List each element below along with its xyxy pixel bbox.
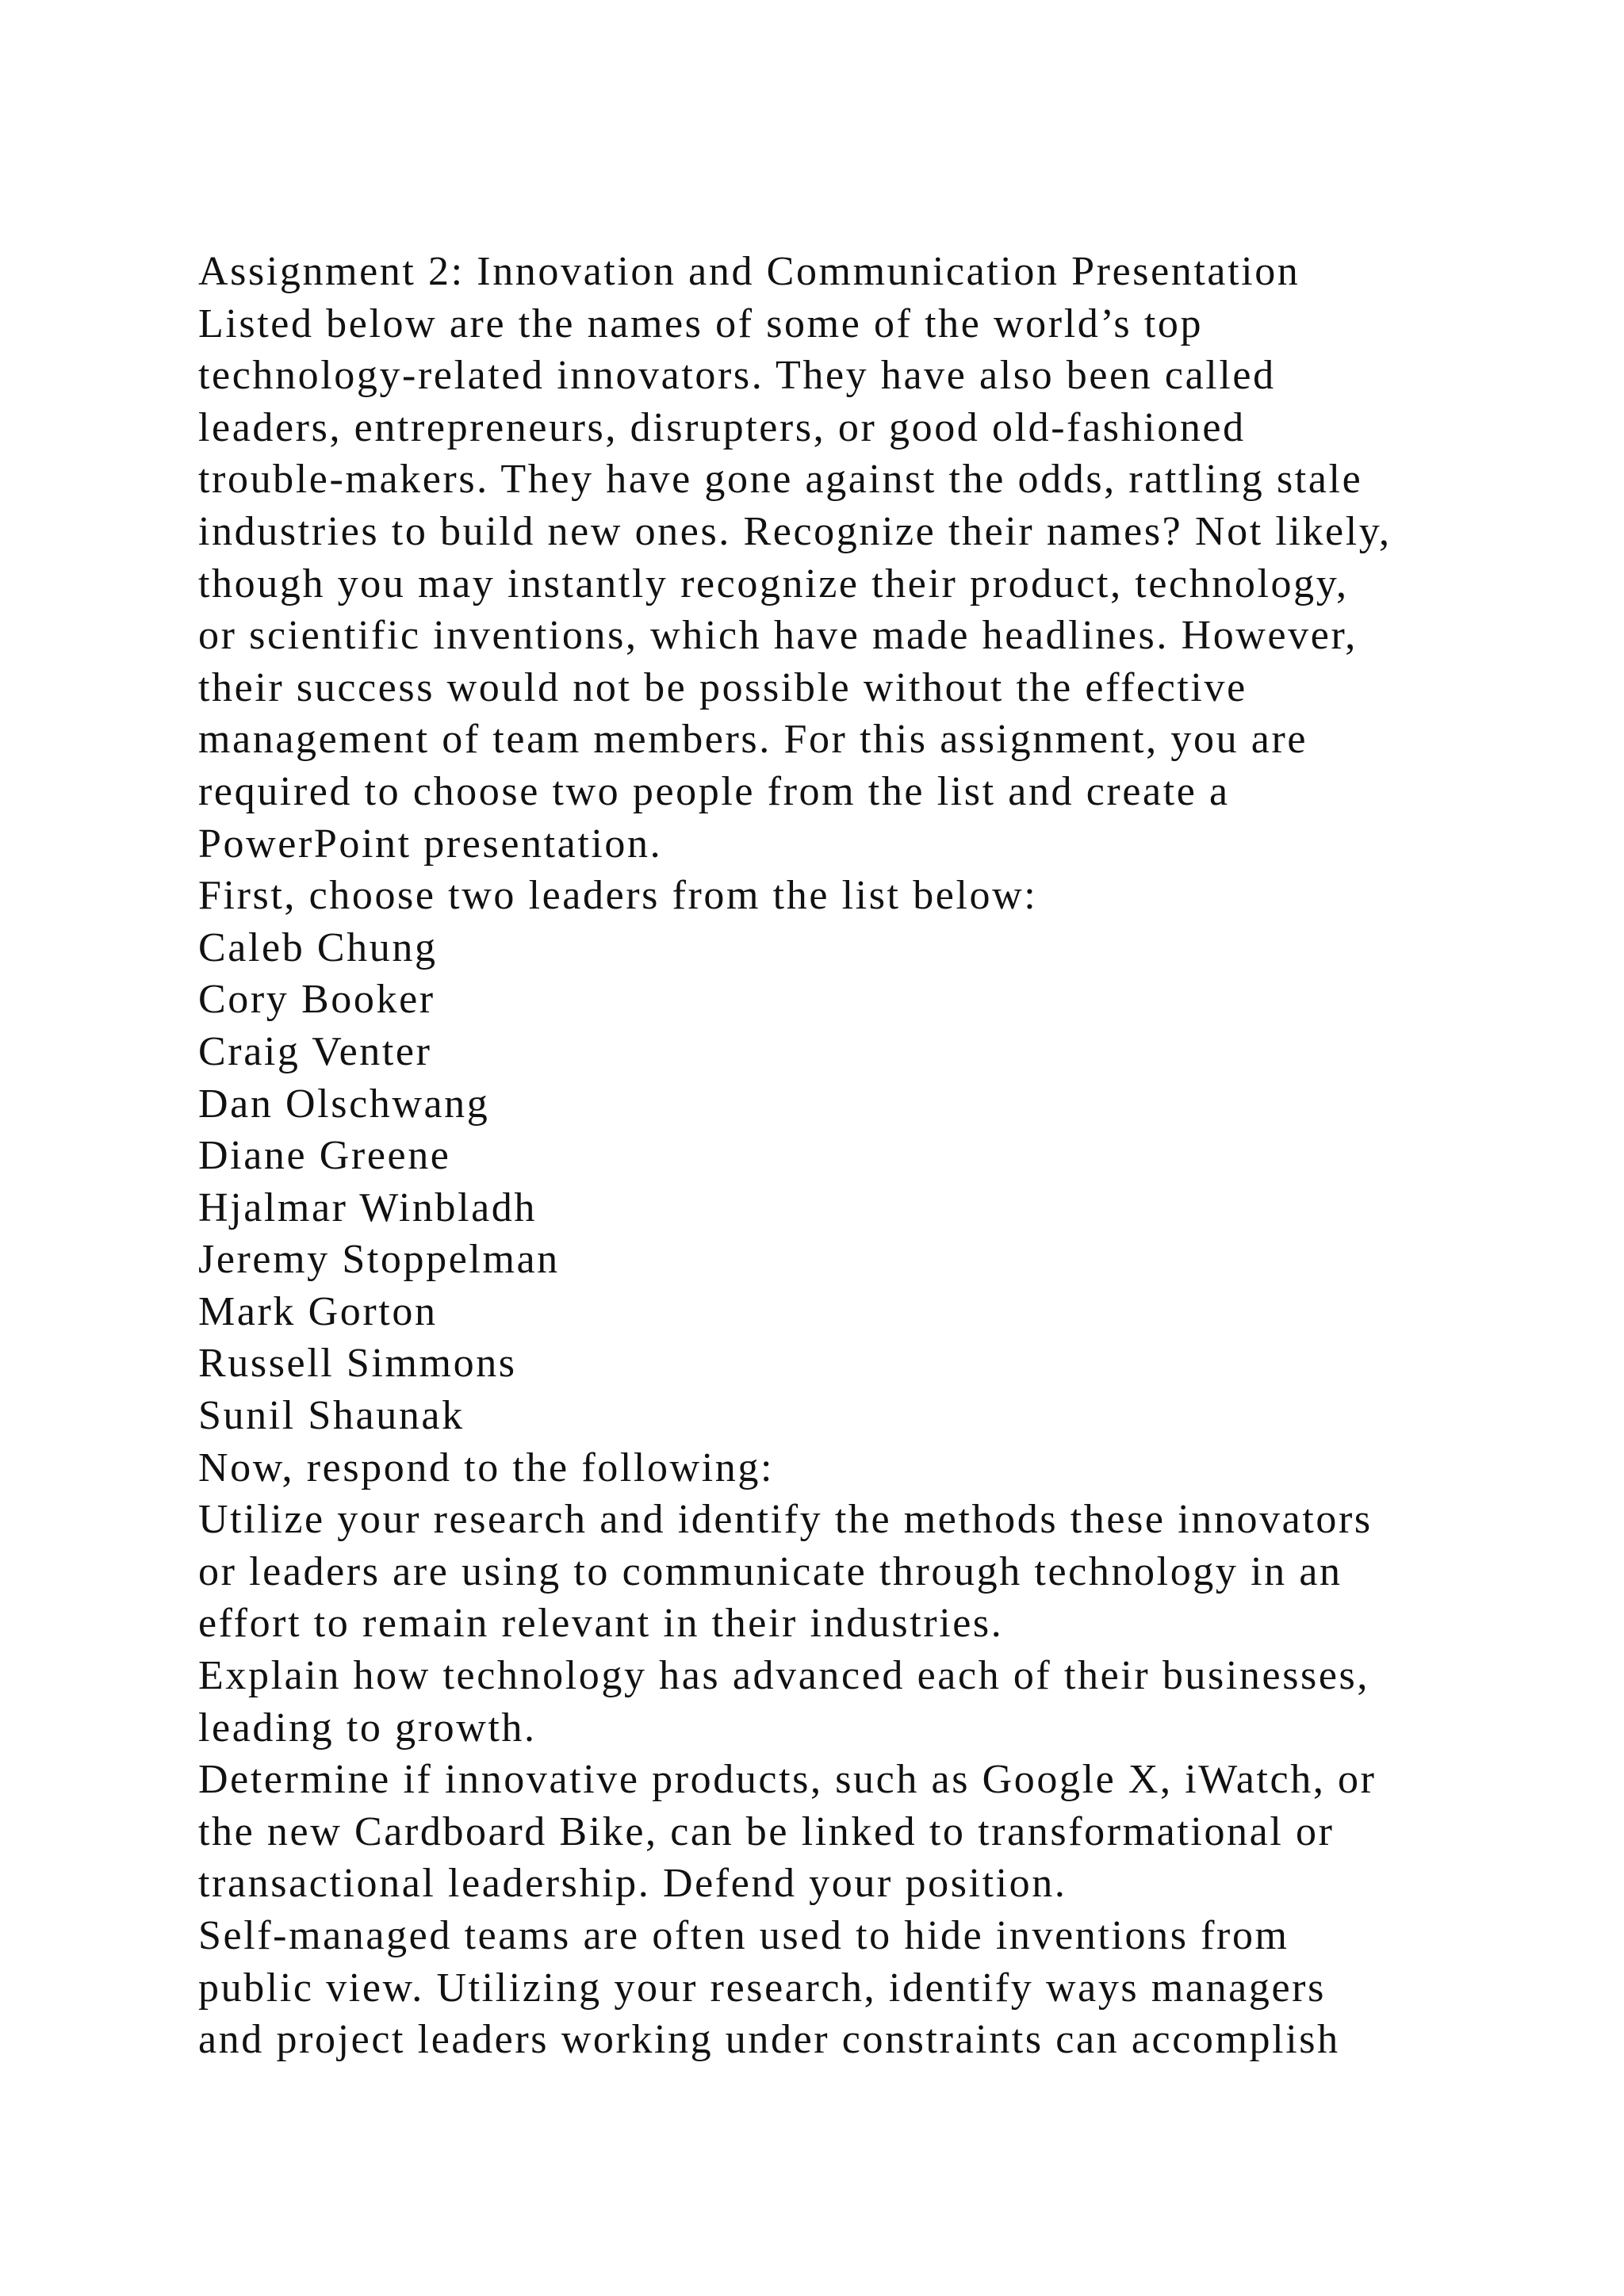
leader-name: Dan Olschwang (198, 1081, 490, 1127)
leader-name: Jeremy Stoppelman (198, 1237, 560, 1283)
leader-name: Hjalmar Winbladh (198, 1184, 538, 1230)
text-line: leading to growth. (198, 1705, 537, 1751)
text-line: transactional leadership. Defend your position. (198, 1861, 1067, 1907)
text-line: technology-related innovators. They have also been called (198, 353, 1276, 399)
text-line: though you may instantly recognize their product, technology, (198, 561, 1349, 607)
text-line: Explain how technology has advanced each of their businesses, (198, 1653, 1369, 1699)
text-line: and project leaders working under constraints can accomplish (198, 2017, 1340, 2063)
document-body (198, 246, 1546, 2066)
text-line: industries to build new ones. Recognize their names? Not likely, (198, 508, 1392, 554)
text-line: or leaders are using to communicate through technology in an (198, 1548, 1342, 1594)
text-line: the new Cardboard Bike, can be linked to transformational or (198, 1808, 1335, 1854)
leader-name: Sunil Shaunak (198, 1393, 465, 1439)
text-line: required to choose two people from the list and create a (198, 768, 1230, 814)
list-intro: First, choose two leaders from the list below: (198, 873, 1038, 919)
leader-name: Cory Booker (198, 977, 435, 1023)
assignment-title: Assignment 2: Innovation and Communication Presentation (198, 249, 1300, 294)
text-line: leaders, entrepreneurs, disrupters, or good old-fashioned (198, 404, 1246, 450)
text-line: their success would not be possible without the effective (198, 664, 1247, 710)
leader-name: Diane Greene (198, 1133, 451, 1179)
text-line: or scientific inventions, which have made headlines. However, (198, 613, 1358, 659)
text-line: Listed below are the names of some of the world’s top (198, 300, 1204, 346)
text-line: management of team members. For this assignment, you are (198, 717, 1308, 763)
text-line: public view. Utilizing your research, identify ways managers (198, 1965, 1326, 2011)
text-line: effort to remain relevant in their industries. (198, 1601, 1004, 1647)
respond-intro: Now, respond to the following: (198, 1445, 774, 1490)
text-line: trouble-makers. They have gone against the odds, rattling stale (198, 457, 1363, 503)
text-line: Self-managed teams are often used to hide inventions from (198, 1913, 1289, 1958)
leader-name: Mark Gorton (198, 1288, 438, 1334)
text-line: PowerPoint presentation. (198, 821, 663, 867)
text-line: Utilize your research and identify the methods these innovators (198, 1497, 1373, 1543)
leader-name: Caleb Chung (198, 924, 438, 970)
leader-name: Russell Simmons (198, 1341, 517, 1387)
text-line: Determine if innovative products, such as Google X, iWatch, or (198, 1757, 1377, 1803)
leader-name: Craig Venter (198, 1028, 432, 1074)
